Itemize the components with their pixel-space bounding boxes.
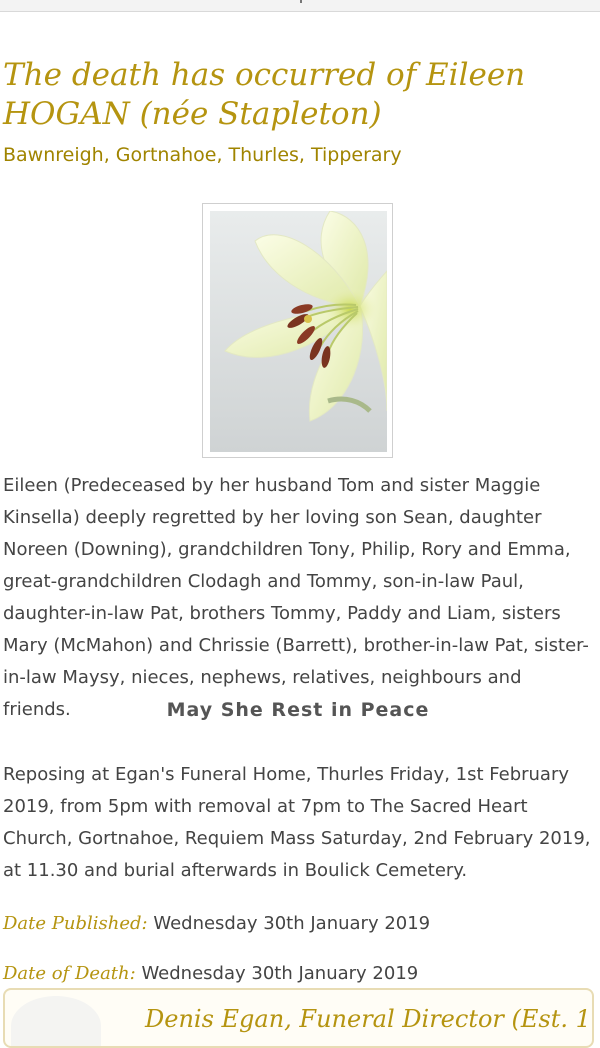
browser-top-bar bbox=[0, 0, 600, 12]
lily-flower-icon bbox=[210, 211, 387, 452]
notice-address: Bawnreigh, Gortnahoe, Thurles, Tipperary bbox=[3, 144, 402, 166]
family-paragraph: Eileen (Predeceased by her husband Tom and sister Maggie Kinsella) deeply regretted by her loving son Sean, daughter Noreen (Downing), grandchildren Tony, Philip, Rory and Emma, great-grandchildren Clodagh and Tommy, son-in-law Paul, daughter-in-law Pat, brothers Tommy, Paddy and Liam, sisters Mary (McMahon) and Chrissie (Barrett), brother-in-law Pat, sister-in-law Maysy, nieces, nephews, relatives, neighbours and friends. bbox=[3, 475, 589, 720]
date-of-death-row bbox=[3, 960, 418, 988]
funeral-director-name[interactable]: Denis Egan, Funeral Director (Est. 1 bbox=[145, 1005, 591, 1033]
funeral-director-card[interactable] bbox=[3, 988, 594, 1048]
date-published-row bbox=[3, 910, 430, 938]
top-bar-mark bbox=[300, 0, 302, 3]
date-published-label: Date Published: bbox=[3, 913, 148, 934]
reposing-paragraph: Reposing at Egan's Funeral Home, Thurles Friday, 1st February 2019, from 5pm with removal at 7pm to The Sacred Heart Church, Gortnahoe, Requiem Mass Saturday, 2nd February 2019, at 11.30 and burial afterwards in Boulick Cemetery. bbox=[3, 764, 591, 881]
rest-in-peace-line: May She Rest in Peace bbox=[166, 699, 430, 721]
director-logo-shape bbox=[11, 996, 101, 1048]
notice-title: The death has occurred of Eileen HOGAN (née Stapleton) bbox=[3, 57, 526, 132]
date-published-value: Wednesday 30th January 2019 bbox=[153, 913, 431, 934]
date-of-death-value: Wednesday 30th January 2019 bbox=[141, 963, 419, 984]
memorial-photo bbox=[202, 203, 393, 458]
date-of-death-label: Date of Death: bbox=[3, 963, 136, 984]
